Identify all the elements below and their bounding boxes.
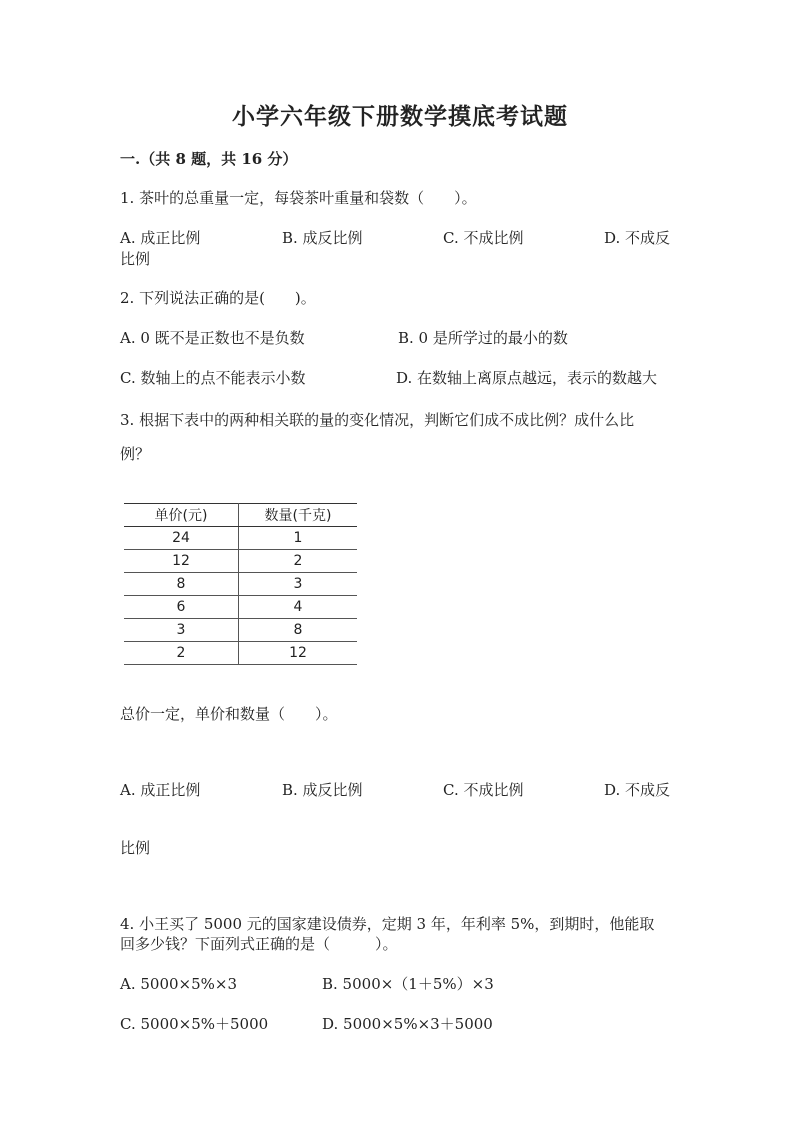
- table-header-quantity: 数量(千克): [239, 504, 358, 527]
- q3-option-b: B. 成反比例: [282, 781, 363, 799]
- q2-option-c: C. 数轴上的点不能表示小数: [120, 369, 306, 387]
- table-row: [124, 527, 357, 550]
- q2-option-a: A. 0 既不是正数也不是负数: [120, 329, 305, 347]
- table-cell-price: 8: [124, 573, 239, 596]
- q3-sub-question: 总价一定，单价和数量（ ）。: [120, 705, 338, 723]
- q4-stem-line1: 4. 小王买了 5000 元的国家建设债券，定期 3 年，年利率 5%，到期时，他能取: [120, 915, 655, 933]
- table-cell-price: 6: [124, 596, 239, 619]
- q4-option-d: D. 5000×5%×3＋5000: [322, 1015, 493, 1033]
- table-cell-quantity: 3: [239, 573, 358, 596]
- q1-stem: 1. 茶叶的总重量一定，每袋茶叶重量和袋数（ ）。: [120, 189, 477, 207]
- table-cell-quantity: 8: [239, 619, 358, 642]
- q3-option-c: C. 不成比例: [443, 781, 524, 799]
- q2-option-d: D. 在数轴上离原点越远，表示的数越大: [396, 369, 658, 387]
- q2-option-b: B. 0 是所学过的最小的数: [398, 329, 568, 347]
- table-cell-price: 2: [124, 642, 239, 665]
- q1-option-b: B. 成反比例: [282, 229, 363, 247]
- table-row: [124, 596, 357, 619]
- q4-option-c: C. 5000×5%＋5000: [120, 1015, 269, 1033]
- table-cell-price: 24: [124, 527, 239, 550]
- page-title: 小学六年级下册数学摸底考试题: [232, 103, 568, 130]
- q3-stem-line1: 3. 根据下表中的两种相关联的量的变化情况，判断它们成不成比例？成什么比: [120, 411, 635, 429]
- q4-option-b: B. 5000×（1＋5%）×3: [322, 975, 494, 993]
- section-heading: 一.（共 8 题，共 16 分）: [120, 150, 298, 168]
- q3-stem-line2: 例？: [120, 445, 151, 463]
- table-row: [124, 550, 357, 573]
- table-cell-quantity: 4: [239, 596, 358, 619]
- table-cell-quantity: 12: [239, 642, 358, 665]
- table-cell-quantity: 1: [239, 527, 358, 550]
- table-row: [124, 573, 357, 596]
- table-header-price: 单价(元): [124, 504, 239, 527]
- q1-option-d-wrap: 比例: [120, 250, 151, 268]
- table-header-row: [124, 504, 357, 527]
- q1-option-a: A. 成正比例: [120, 229, 201, 247]
- table-row: [124, 619, 357, 642]
- q1-option-d: D. 不成反: [604, 229, 671, 247]
- table-cell-quantity: 2: [239, 550, 358, 573]
- q3-option-d-wrap: 比例: [120, 839, 151, 857]
- q2-stem: 2. 下列说法正确的是( )。: [120, 289, 316, 307]
- price-quantity-table: [124, 503, 357, 665]
- q4-stem-line2: 回多少钱？下面列式正确的是（ ）。: [120, 935, 398, 953]
- q3-option-a: A. 成正比例: [120, 781, 201, 799]
- q1-option-c: C. 不成比例: [443, 229, 524, 247]
- table-row: [124, 642, 357, 665]
- table-cell-price: 3: [124, 619, 239, 642]
- table-cell-price: 12: [124, 550, 239, 573]
- q3-option-d: D. 不成反: [604, 781, 671, 799]
- q4-option-a: A. 5000×5%×3: [120, 975, 238, 993]
